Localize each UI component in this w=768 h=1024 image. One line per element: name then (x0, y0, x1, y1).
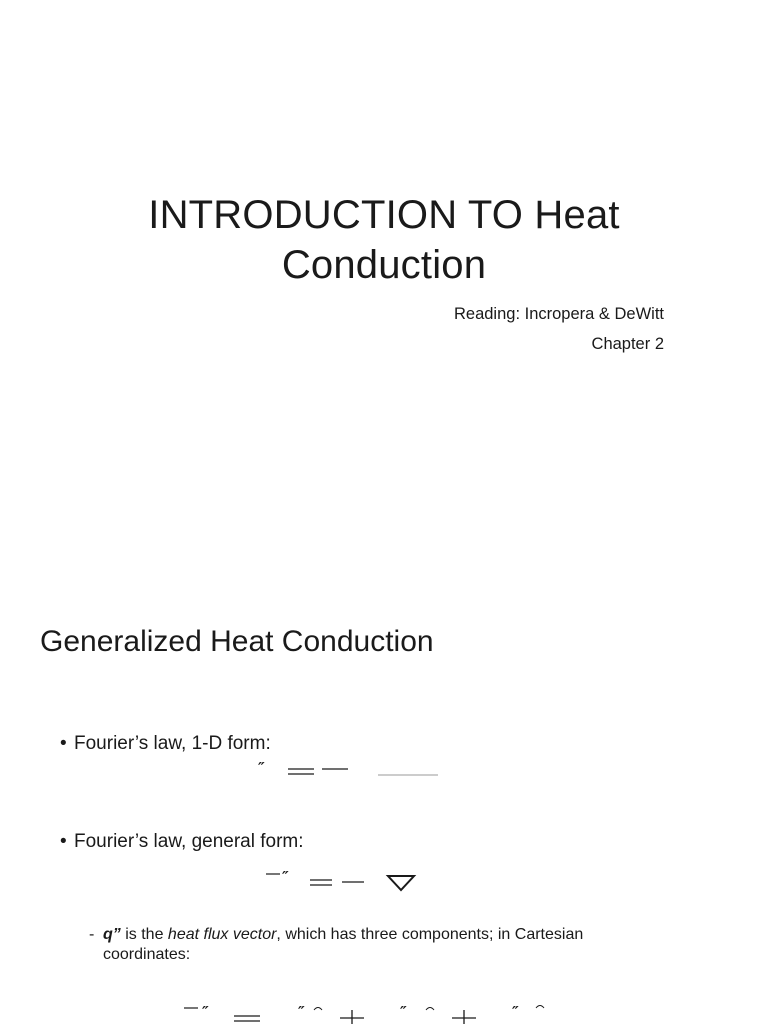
heat-flux-vector-term: heat flux vector (167, 926, 277, 943)
bullet-item-1d-form (60, 733, 271, 755)
svg-text:″: ″ (400, 1003, 407, 1021)
svg-text:″: ″ (512, 1003, 519, 1021)
sub-bullet-text-c: coordinates: (103, 946, 191, 963)
bullet-text: Fourier’s law, 1-D form: (74, 733, 271, 754)
equation-heat-flux-components (180, 1000, 560, 1024)
equation-fourier-general (262, 868, 422, 894)
svg-text:″: ″ (202, 1003, 209, 1021)
sub-bullet-text-a: is the (120, 926, 168, 943)
bullet-item-general-form (60, 831, 304, 853)
sub-bullet-text-b: , which has three components; in Cartesian (276, 926, 584, 943)
slide-title-line-1: INTRODUCTION TO Heat (148, 193, 620, 237)
slide-title-line-2: Conduction (281, 243, 487, 287)
chapter-reference: Chapter 2 (591, 335, 664, 353)
sub-bullet-heat-flux (89, 925, 649, 965)
heat-flux-symbol: q” (103, 926, 121, 943)
bullet-dot: • (60, 733, 67, 754)
bullet-text: Fourier’s law, general form: (74, 831, 304, 852)
content-slide (0, 576, 768, 1024)
slide-heading: Generalized Heat Conduction (40, 625, 434, 658)
bullet-dot: • (60, 831, 67, 852)
reading-reference: Reading: Incropera & DeWitt (453, 305, 664, 323)
slide-title (84, 190, 684, 290)
svg-text:″: ″ (282, 868, 289, 886)
svg-text:″: ″ (258, 759, 265, 777)
svg-text:″: ″ (298, 1003, 305, 1021)
equation-fourier-1d (258, 757, 448, 781)
sub-bullet-dash: - (89, 926, 95, 943)
